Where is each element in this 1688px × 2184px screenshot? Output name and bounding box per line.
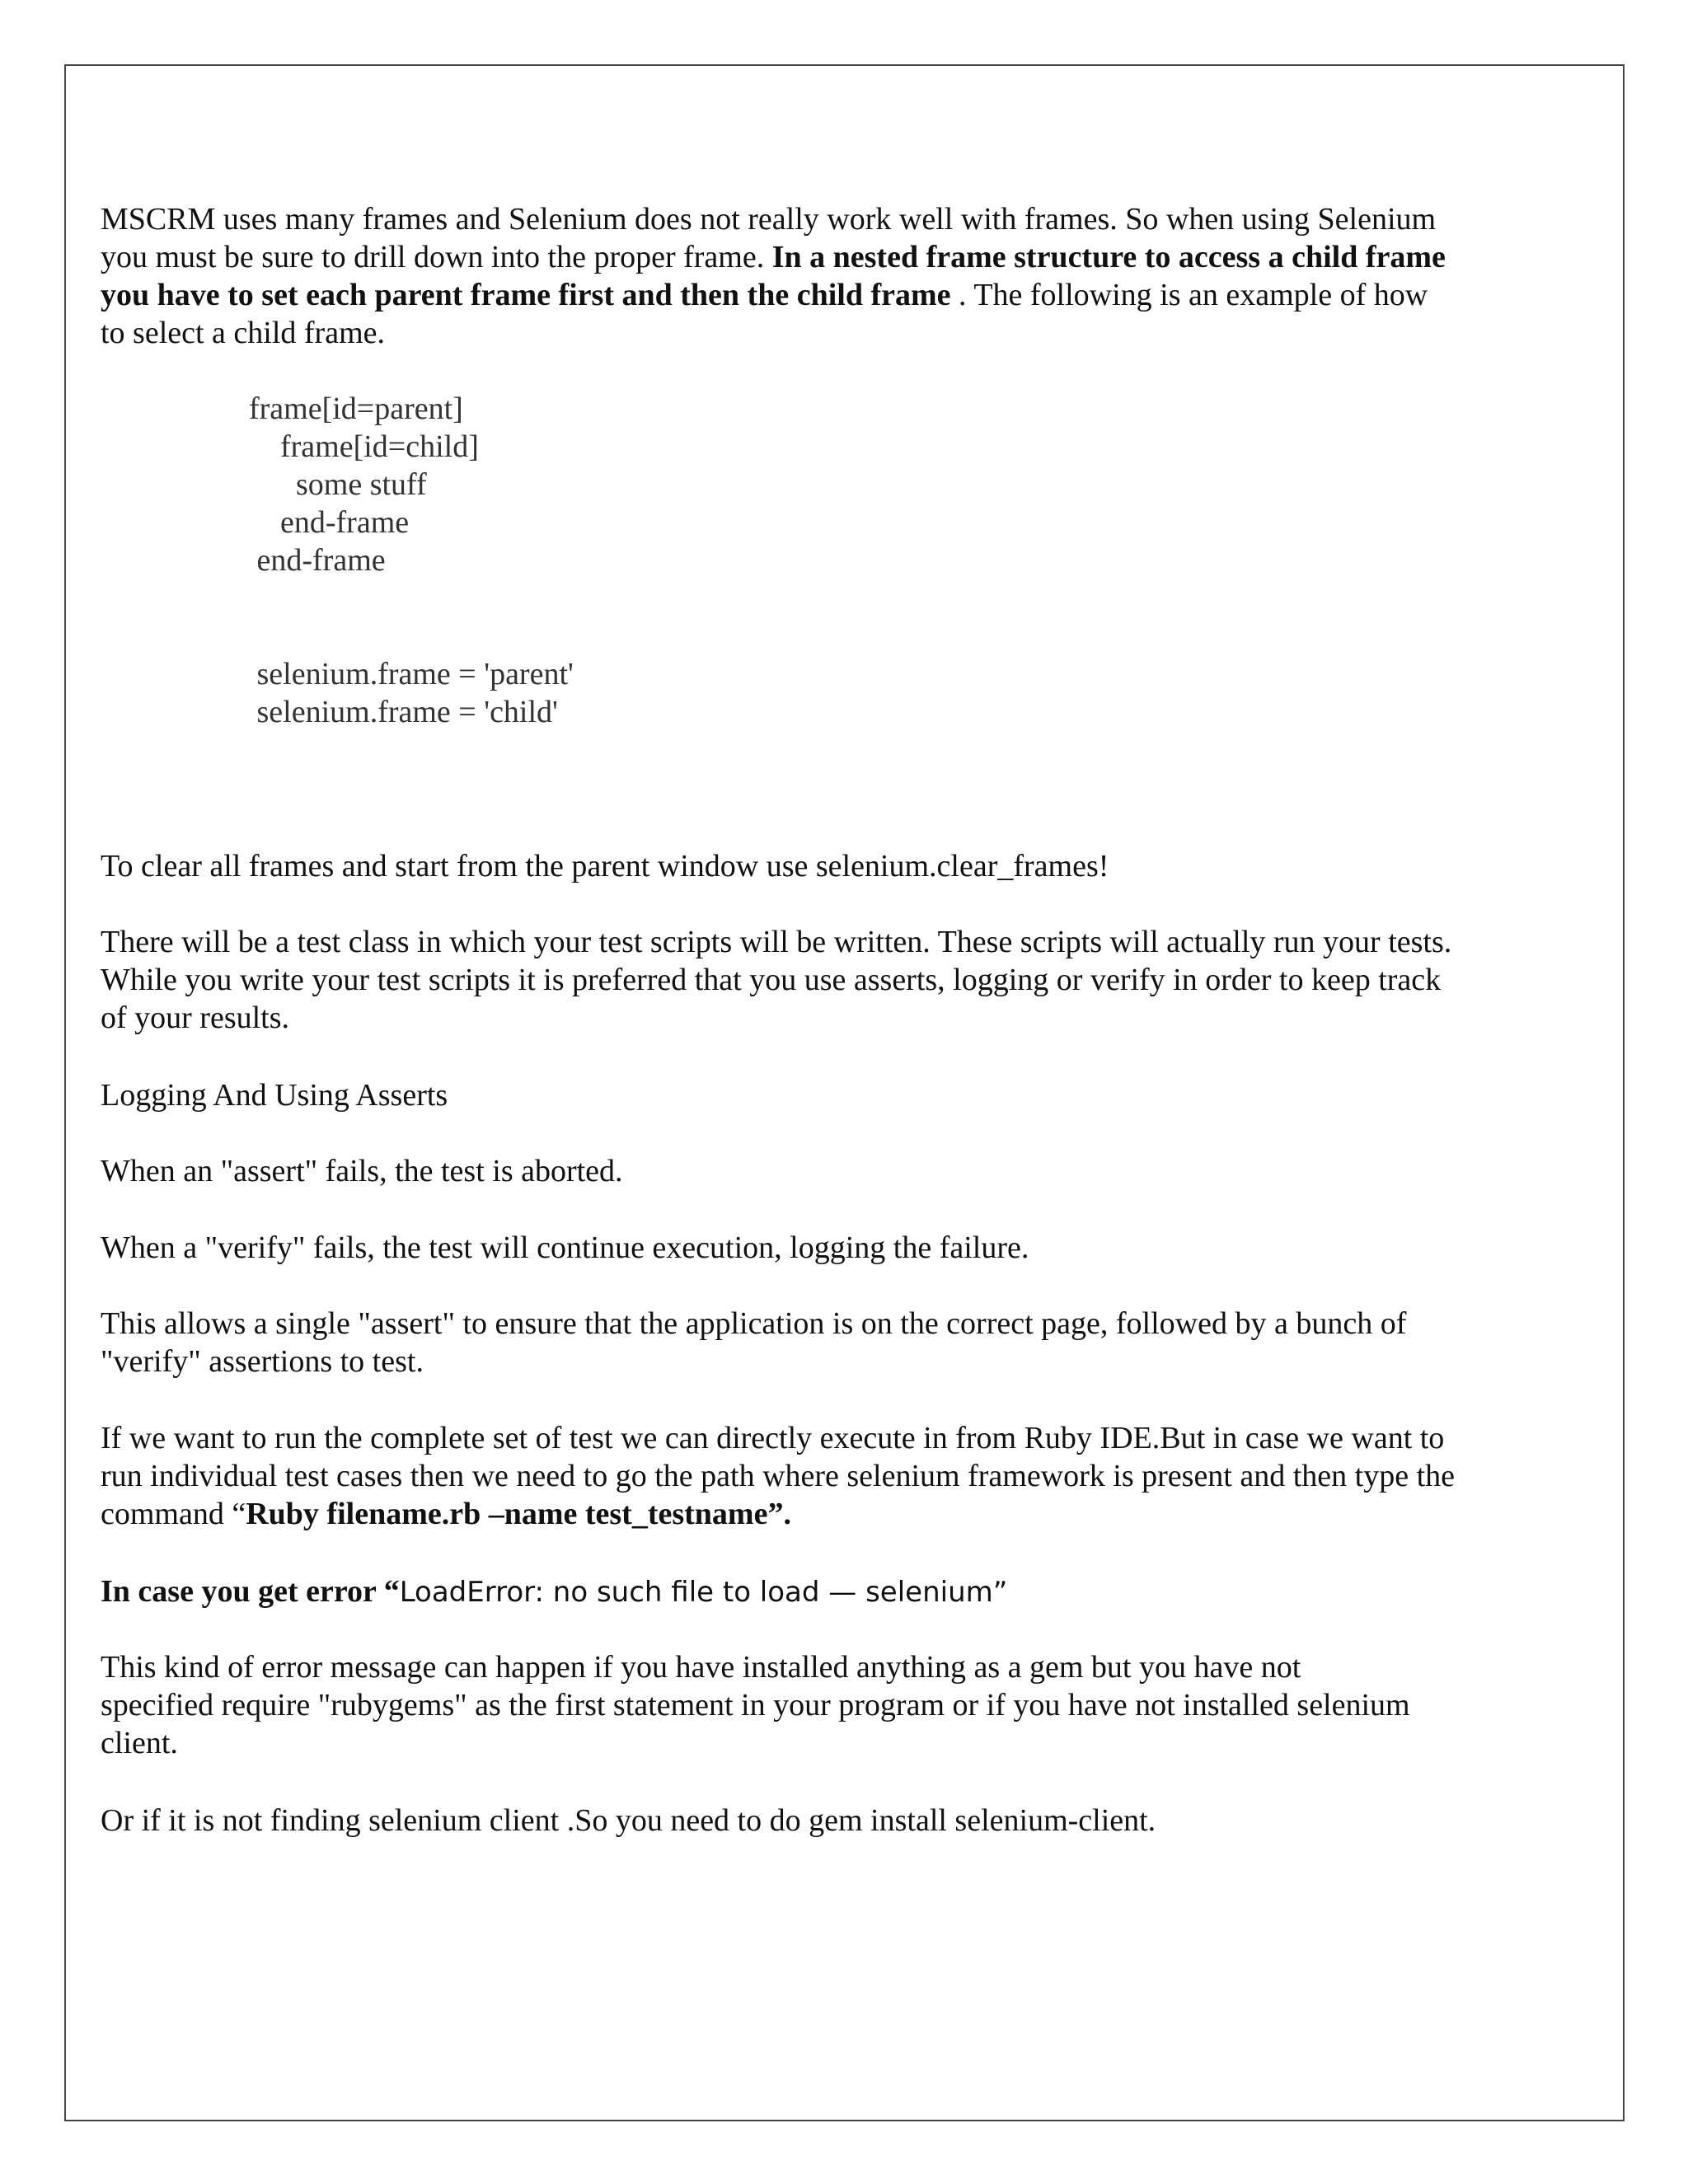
frame-structure-example — [249, 390, 479, 579]
code-line: frame[id=child] — [249, 429, 479, 464]
error-heading-prefix: In case you get error “ — [101, 1574, 400, 1609]
code-line: end-frame — [249, 505, 410, 540]
error-heading — [101, 1572, 1485, 1611]
assert-paragraph: When an "assert" fails, the test is aborted. — [101, 1154, 623, 1188]
verify-paragraph: When a "verify" fails, the test will continue execution, logging the failure. — [101, 1230, 1029, 1265]
run-tests-paragraph — [101, 1419, 1485, 1533]
code-line: end-frame — [249, 543, 386, 578]
code-line: frame[id=parent] — [249, 391, 463, 426]
code-line: selenium.frame = 'child' — [249, 695, 558, 729]
logging-heading: Logging And Using Asserts — [101, 1078, 448, 1113]
code-line: selenium.frame = 'parent' — [249, 657, 574, 691]
intro-bold-text: In a nested frame structure to access a child frame you have to set each parent frame first and then the child frame — [101, 240, 1446, 312]
intro-paragraph — [101, 200, 1452, 352]
clear-frames-paragraph: To clear all frames and start from the parent window use selenium.clear_frames! — [101, 849, 1109, 883]
single-assert-paragraph: This allows a single "assert" to ensure that the application is on the correct page, followed by a bunch of "verify" assertions to test. — [101, 1306, 1407, 1379]
gem-install-paragraph: Or if it is not finding selenium client .So you need to do gem install selenium-client. — [101, 1803, 1156, 1838]
intro-text: MSCRM uses many frames and Selenium does not really work well with frames. So when using Selenium you must be sure to drill down into the proper frame. — [101, 202, 1437, 274]
code-line: some stuff — [249, 467, 427, 502]
error-message: LoadError: no such file to load — selenium” — [399, 1576, 1008, 1609]
intro-text-end: . The following is an example of how to select a child frame. — [101, 278, 1428, 350]
run-tests-text: If we want to run the complete set of test we can directly execute in from Ruby IDE.But in case we want to run individual test cases then we need to go the path where selenium framework is present and then type the command “ — [101, 1421, 1455, 1531]
selenium-code-example — [249, 655, 574, 731]
run-command: Ruby filename.rb –name test_testname”. — [246, 1497, 791, 1531]
test-class-paragraph: There will be a test class in which your test scripts will be written. These scripts will actually run your tests. While you write your test scripts it is preferred that you use asserts, logging or verify in order to keep track of your results. — [101, 925, 1452, 1035]
error-explanation-paragraph: This kind of error message can happen if you have installed anything as a gem but you have not specified require "rubygems" as the first statement in your program or if you have not installed selenium client. — [101, 1650, 1410, 1760]
